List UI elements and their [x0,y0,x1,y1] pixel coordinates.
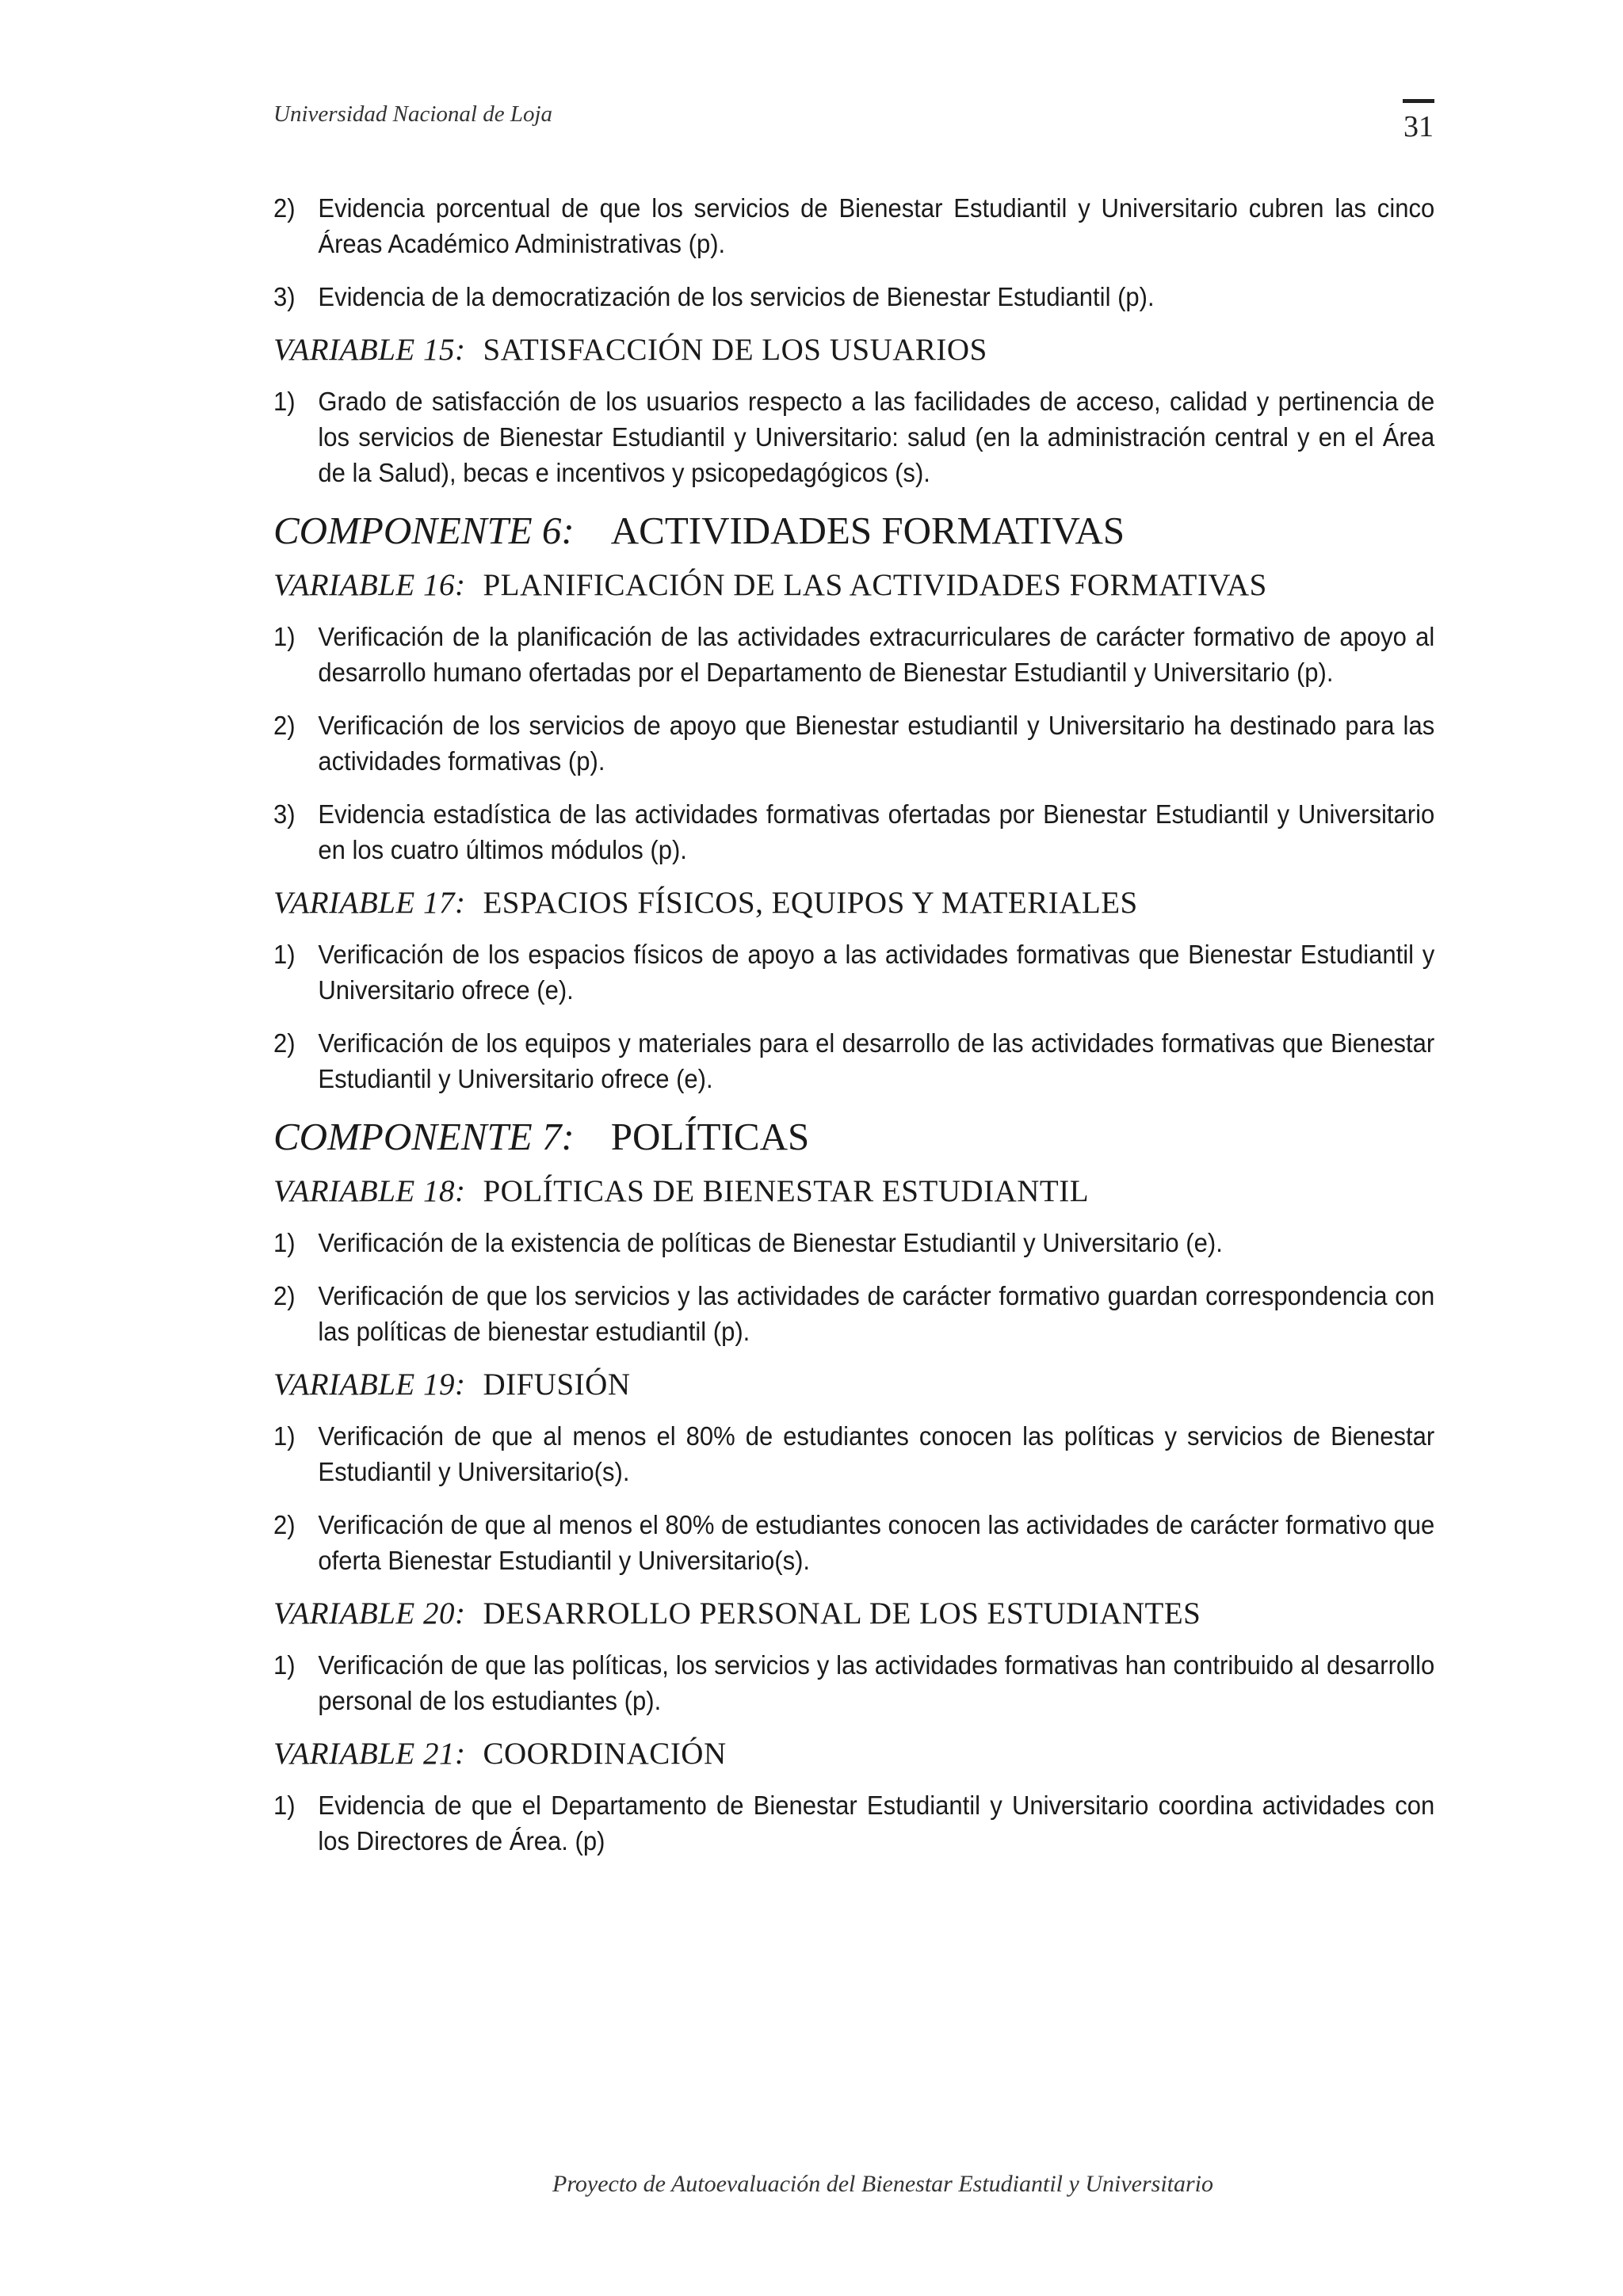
list-item-text: Grado de satisfacción de los usuarios respecto a las facilidades de acceso, calidad y pertinencia de los servicios de Bienestar Estudiantil y Universitario: salud (en la administración central y en el Área de la Salud), becas e incentivos y psicopedagógicos (s). [318,387,1435,487]
list-item [273,1225,1434,1261]
list-item-number: 2) [273,711,296,740]
component-heading [273,1114,1434,1159]
list-item [273,1647,1434,1718]
footer-text: Proyecto de Autoevaluación del Bienestar Estudiantil y Universitario [552,2171,1213,2197]
heading-label: COMPONENTE 7: [273,1115,575,1158]
list-item [273,707,1434,779]
list-item-number: 1) [273,622,296,651]
list-item [273,1278,1434,1349]
heading-label: VARIABLE 16: [273,568,466,602]
list-item-number: 2) [273,1281,296,1310]
heading-label: VARIABLE 17: [273,886,466,920]
variable-heading [273,1596,1434,1631]
heading-label: VARIABLE 15: [273,333,466,367]
list-item [273,1787,1434,1859]
list-item [273,1507,1434,1578]
heading-label: VARIABLE 21: [273,1737,466,1771]
list-item-text: Verificación de que los servicios y las actividades de carácter formativo guardan correspondencia con las políticas de bienestar estudiantil (p). [318,1281,1435,1346]
heading-label: VARIABLE 19: [273,1367,466,1402]
list-item-text: Verificación de que al menos el 80% de estudiantes conocen las actividades de carácter formativo que oferta Bienestar Estudiantil y Universitario(s). [318,1510,1435,1575]
list-item-text: Evidencia porcentual de que los servicios de Bienestar Estudiantil y Universitario cubren las cinco Áreas Académico Administrativas (p). [318,193,1435,258]
page-body [273,190,1434,1876]
heading-title: DIFUSIÓN [483,1367,631,1402]
list-item-number: 3) [273,282,296,311]
list-item-number: 2) [273,1028,296,1058]
list-item [273,1418,1434,1489]
list-item-number: 3) [273,799,296,829]
list-item-text: Verificación de que las políticas, los servicios y las actividades formativas han contribuido al desarrollo personal de los estudiantes (p). [318,1650,1435,1715]
page-number: 31 [1403,110,1434,143]
list-item-text: Verificación de los espacios físicos de apoyo a las actividades formativas que Bienestar Estudiantil y Universitario ofrece (e). [318,940,1435,1005]
variable-heading [273,1367,1434,1402]
list-item-text: Verificación de los servicios de apoyo que Bienestar estudiantil y Universitario ha destinado para las actividades formativas (p). [318,711,1435,776]
list-item [273,1025,1434,1097]
list-item-number: 1) [273,1421,296,1451]
list-item-text: Evidencia estadística de las actividades formativas ofertadas por Bienestar Estudiantil y Universitario en los cuatro últimos módulos (p). [318,799,1435,864]
list-item-number: 2) [273,1510,296,1539]
heading-title: POLÍTICAS DE BIENESTAR ESTUDIANTIL [483,1174,1090,1208]
list-item-number: 1) [273,1650,296,1680]
component-heading [273,508,1434,553]
list-item-text: Evidencia de la democratización de los servicios de Bienestar Estudiantil (p). [318,282,1155,311]
variable-heading [273,1736,1434,1772]
running-footer [0,2171,1623,2198]
list-item-number: 1) [273,387,296,416]
list-item-text: Verificación de la existencia de políticas de Bienestar Estudiantil y Universitario (e). [318,1228,1223,1257]
variable-heading [273,332,1434,368]
heading-title: PLANIFICACIÓN DE LAS ACTIVIDADES FORMATIVAS [483,568,1267,602]
heading-title: COORDINACIÓN [483,1737,727,1771]
heading-title: ESPACIOS FÍSICOS, EQUIPOS Y MATERIALES [483,886,1138,920]
heading-title: ACTIVIDADES FORMATIVAS [610,509,1125,552]
heading-label: VARIABLE 18: [273,1174,466,1208]
heading-title: DESARROLLO PERSONAL DE LOS ESTUDIANTES [483,1596,1201,1630]
list-item-text: Verificación de que al menos el 80% de estudiantes conocen las políticas y servicios de Bienestar Estudiantil y Universitario(s). [318,1421,1435,1486]
list-item-number: 1) [273,1228,296,1257]
list-item-text: Verificación de los equipos y materiales para el desarrollo de las actividades formativas que Bienestar Estudiantil y Universitario ofrece (e). [318,1028,1435,1093]
list-item-number: 1) [273,1791,296,1820]
heading-title: POLÍTICAS [610,1115,810,1158]
list-item [273,936,1434,1008]
list-item [273,279,1434,315]
list-item [273,190,1434,261]
page-number-rule [1403,99,1434,103]
list-item-number: 1) [273,940,296,969]
variable-heading [273,567,1434,603]
heading-label: COMPONENTE 6: [273,509,575,552]
list-item [273,383,1434,490]
heading-title: SATISFACCIÓN DE LOS USUARIOS [483,333,987,367]
list-item [273,619,1434,690]
running-header: Universidad Nacional de Loja [273,101,553,127]
list-item [273,796,1434,868]
list-item-number: 2) [273,193,296,223]
list-item-text: Evidencia de que el Departamento de Bienestar Estudiantil y Universitario coordina actividades con los Directores de Área. (p) [318,1791,1435,1855]
variable-heading [273,1173,1434,1209]
list-item-text: Verificación de la planificación de las actividades extracurriculares de carácter formativo de apoyo al desarrollo humano ofertadas por el Departamento de Bienestar Estudiantil y Universitario (p). [318,622,1435,687]
heading-label: VARIABLE 20: [273,1596,466,1630]
variable-heading [273,885,1434,921]
